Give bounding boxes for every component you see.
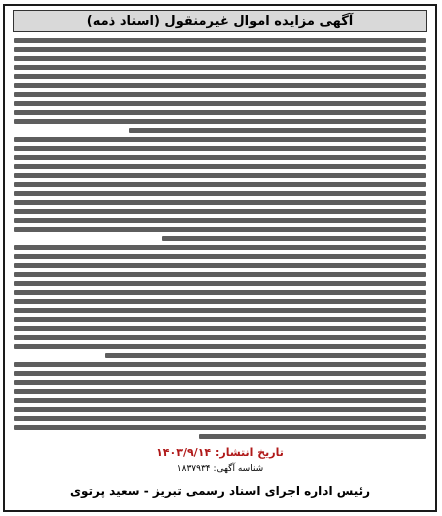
text-line: [14, 380, 426, 385]
text-line: [14, 371, 426, 376]
text-line: [14, 182, 426, 187]
text-line: [14, 173, 426, 178]
text-line: [14, 272, 426, 277]
notice-code: شناسه آگهی: ۱۸۳۷۹۳۴: [176, 464, 264, 474]
text-line: [14, 47, 426, 52]
text-line: [14, 362, 426, 367]
text-line: [14, 227, 426, 232]
text-line: [14, 326, 426, 331]
text-line: [14, 146, 426, 151]
text-line: [14, 191, 426, 196]
text-line: [14, 398, 426, 403]
text-line: [14, 290, 426, 295]
text-line: [162, 236, 426, 241]
text-line: [14, 335, 426, 340]
text-line: [14, 101, 426, 106]
text-line: [14, 155, 426, 160]
text-line: [14, 317, 426, 322]
notice-title: آگهی مزایده اموال غیرمنقول (اسناد ذمه): [13, 10, 427, 32]
text-line: [14, 416, 426, 421]
text-line: [14, 164, 426, 169]
text-line: [14, 119, 426, 124]
text-line: [105, 353, 426, 358]
signature: رئیس اداره اجرای اسناد رسمی تبریز - سعید پرتوی: [70, 484, 371, 498]
text-line: [14, 74, 426, 79]
text-line: [14, 110, 426, 115]
text-line: [14, 308, 426, 313]
text-line: [14, 209, 426, 214]
text-line: [14, 92, 426, 97]
text-line: [14, 407, 426, 412]
text-line: [14, 56, 426, 61]
notice-body-text: [14, 36, 426, 443]
publish-date: تاریخ انتشار: ۱۴۰۳/۹/۱۴: [156, 446, 284, 459]
text-line: [14, 38, 426, 43]
text-line: [14, 344, 426, 349]
text-line: [199, 434, 426, 439]
text-line: [129, 128, 426, 133]
text-line: [14, 83, 426, 88]
text-line: [14, 218, 426, 223]
text-line: [14, 200, 426, 205]
text-line: [14, 254, 426, 259]
text-line: [14, 137, 426, 142]
text-line: [14, 245, 426, 250]
text-line: [14, 65, 426, 70]
notice-frame: [3, 4, 437, 512]
text-line: [14, 263, 426, 268]
text-line: [14, 281, 426, 286]
text-line: [14, 299, 426, 304]
text-line: [14, 389, 426, 394]
text-line: [14, 425, 426, 430]
